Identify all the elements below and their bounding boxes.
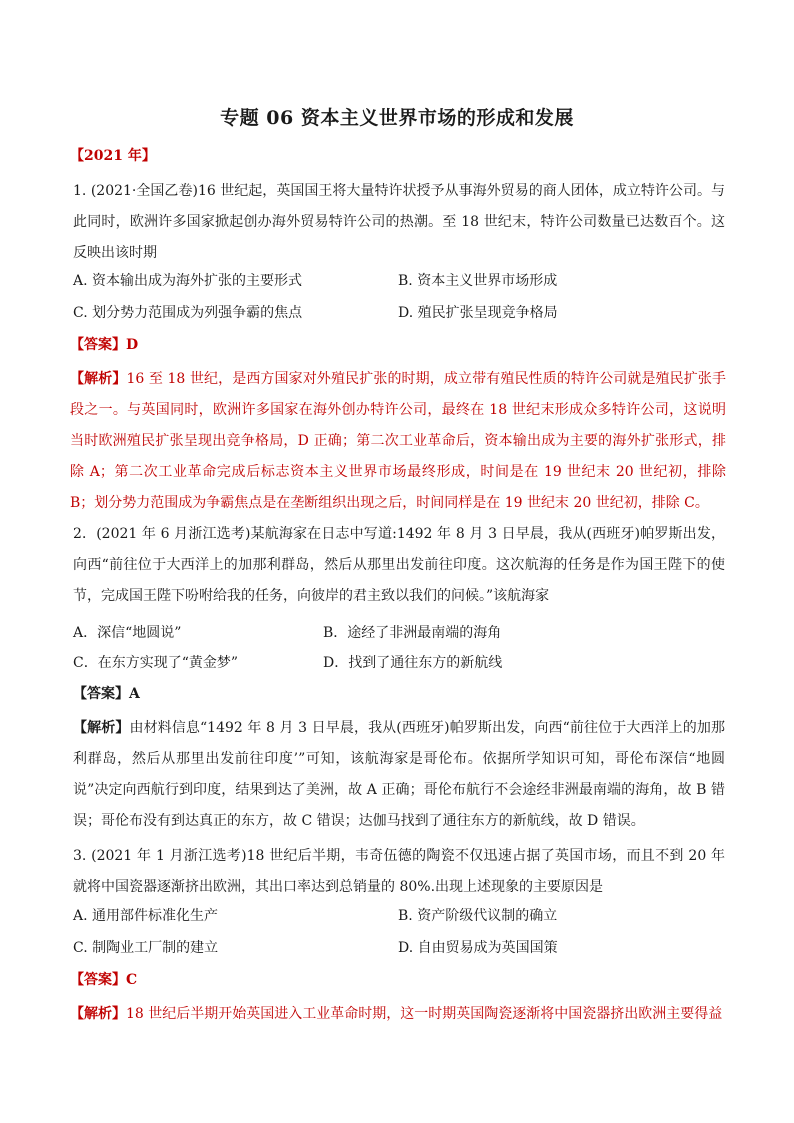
q2-analysis (73, 713, 725, 837)
q1-analysis-text: 16 至 18 世纪，是西方国家对外殖民扩张的时期，成立带有殖民性质的特许公司就是殖民扩张手段之一。与英国同时，欧洲许多国家在海外创办特许公司，最终在 18 世纪末形成众多特许公司，这说明当时欧洲殖民扩张呈现出竞争格局，D 正确；第二次工业革命后，资本输出成为主要的海外扩张形式，排除 A；第二次工业革命完成后标志资本主义世界市场最终形成，时间是在 19 世纪末 20 世纪初，排除 B；划分势力范围成为争霸焦点是在垄断组织出现之后，时间同样是在 19 世纪末 20 世纪初，排除 C。 (70, 371, 727, 511)
q3-option-b: B. 资产阶级代议制的确立 (398, 908, 558, 924)
q3-option-a: A. 通用部件标准化生产 (73, 908, 219, 924)
q3-analysis (70, 999, 726, 1030)
q2-answer: 【答案】A (73, 686, 140, 702)
q1-analysis-tag: 【解析】 (70, 371, 127, 387)
q3-analysis-text: 18 世纪后半期开始英国进入工业革命时期，这一时期英国陶瓷逐渐将中国瓷器挤出欧洲主要得益 (126, 1006, 723, 1022)
q1-option-b: B. 资本主义世界市场形成 (398, 273, 558, 289)
q2-option-c: C．在东方实现了“黄金梦” (73, 655, 239, 671)
q1-option-c: C. 划分势力范围成为列强争霸的焦点 (73, 305, 303, 321)
q3-option-d: D. 自由贸易成为英国国策 (398, 940, 558, 956)
q3-option-c: C. 制陶业工厂制的建立 (73, 940, 219, 956)
q1-answer: 【答案】D (70, 337, 139, 353)
q2-option-a: A．深信“地圆说” (73, 625, 182, 641)
question-2-stem: 2．(2021 年 6 月浙江选考)某航海家在日志中写道:1492 年 8 月 3 日早晨，我从(西班牙)帕罗斯出发，向西“前往位于大西洋上的加那利群岛，然后从那里出发前往印度。这次航海的任务是作为国王陛下的使节，完成国王陛下吩咐给我的任务，向彼岸的君主致以我们的问候。”该航海家 (73, 526, 725, 604)
q2-analysis-tag: 【解析】 (73, 720, 130, 736)
q3-answer: 【答案】C (70, 972, 138, 988)
q1-option-a: A. 资本输出成为海外扩张的主要形式 (73, 273, 303, 289)
q1-analysis (70, 364, 726, 519)
q2-option-b: B．途经了非洲最南端的海角 (323, 625, 502, 641)
section-year-tag: 【2021 年】 (70, 148, 156, 164)
q3-analysis-tag: 【解析】 (70, 1006, 126, 1022)
question-3-stem: 3. (2021 年 1 月浙江选考)18 世纪后半期，韦奇伍德的陶瓷不仅迅速占据了英国市场，而且不到 20 年就将中国瓷器逐渐挤出欧洲，其出口率达到总销量的 80%.出现上述现象的主要原因是 (73, 848, 725, 895)
q2-option-d: D．找到了通往东方的新航线 (323, 655, 503, 671)
q2-analysis-text: 由材料信息“1492 年 8 月 3 日早晨，我从(西班牙)帕罗斯出发，向西“前往位于大西洋上的加那利群岛，然后从那里出发前往印度’”可知，该航海家是哥伦布。依据所学知识可知，哥伦布深信“地圆说”决定向西航行到印度，结果到达了美洲，故 A 正确；哥伦布航行不会途经非洲最南端的海角，故 B 错误；哥伦布没有到达真正的东方，故 C 错误；达伽马找到了通往东方的新航线，故 D 错误。 (73, 720, 726, 829)
q1-option-d: D. 殖民扩张呈现竞争格局 (398, 305, 558, 321)
question-1-stem: 1. (2021·全国乙卷)16 世纪起，英国国王将大量特许状授予从事海外贸易的商人团体，成立特许公司。与此同时，欧洲许多国家掀起创办海外贸易特许公司的热潮。至 18 世纪末，特许公司数量已达数百个。这反映出该时期 (73, 183, 725, 261)
page-title: 专题 06 资本主义世界市场的形成和发展 (220, 107, 574, 129)
